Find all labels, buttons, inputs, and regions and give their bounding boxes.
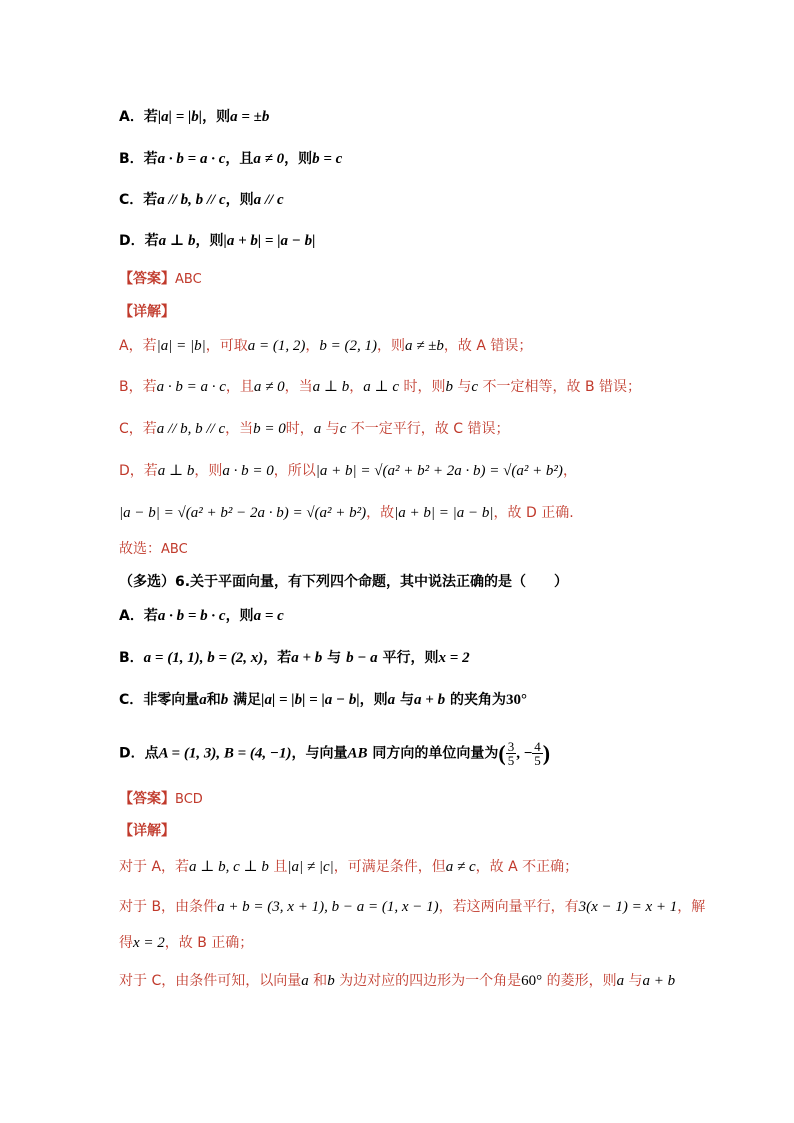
q5-explanation-a: A，若|a| = |b|，可取a = (1, 2)，b = (2, 1)，则a ≠ ±b，故 A 错误； <box>119 338 533 354</box>
q5-explanation-b: B，若a · b = a · c，且a ≠ 0，当a ⊥ b，a ⊥ c 时，则b 与c 不一定相等，故 B 错误； <box>119 379 642 395</box>
q6-explanation-b1: 对于 B，由条件a + b = (3, x + 1), b − a = (1, x − 1)，若这两向量平行，有3(x − 1) = x + 1，解 <box>119 899 706 915</box>
q5-explanation-d1: D，若a ⊥ b，则a · b = 0，所以|a + b| = √(a² + b² + 2a · b) = √(a² + b²)， <box>119 463 577 479</box>
q5-option-b: B．若a · b = a · c，且a ≠ 0，则b = c <box>119 151 343 167</box>
q5-detail-tag: 【详解】 <box>119 304 175 320</box>
q6-option-b: B．a = (1, 1), b = (2, x)，若a + b 与 b − a 平行，则x = 2 <box>119 650 470 666</box>
q6-option-d: D．点A = (1, 3), B = (4, −1)，与向量AB 同方向的单位向量为( $\frac{3}{5}$ , − $\frac{4}{5}$ ) <box>119 739 551 768</box>
q5-final-choice: 故选：ABC <box>119 541 188 557</box>
q6-detail-tag: 【详解】 <box>119 823 175 839</box>
q5-option-c: C．若a // b, b // c，则a // c <box>119 192 284 208</box>
q5-explanation-d2: |a − b| = √(a² + b² − 2a · b) = √(a² + b²)，故|a + b| = |a − b|，故 D 正确. <box>119 505 574 521</box>
q5-explanation-c: C，若a // b, b // c，当b = 0时，a 与c 不一定平行，故 C 错误； <box>119 421 510 437</box>
fraction-3-5: $\frac{3}{5}$ <box>507 739 515 768</box>
q6-answer: 【答案】BCD <box>119 791 203 807</box>
q6-explanation-c: 对于 C，由条件可知，以向量a 和b 为边对应的四边形为一个角是60° 的菱形，则a 与a + b <box>119 973 676 989</box>
fraction-4-5: $\frac{4}{5}$ <box>534 739 541 768</box>
q5-option-d: D．若a ⊥ b，则|a + b| = |a − b| <box>119 233 316 249</box>
q6-option-a: A．若a · b = b · c，则a = c <box>119 608 284 624</box>
q6-option-c: C．非零向量a和b 满足|a| = |b| = |a − b|，则a 与a + b 的夹角为30° <box>119 692 527 708</box>
q5-answer: 【答案】ABC <box>119 271 202 287</box>
q6-title: （多选）6.关于平面向量，有下列四个命题，其中说法正确的是（ ） <box>119 574 569 590</box>
q6-explanation-a: 对于 A，若a ⊥ b, c ⊥ b 且|a| ≠ |c|，可满足条件，但a ≠ c，故 A 不正确； <box>119 859 579 875</box>
q5-option-a: A．若|a| = |b|，则a = ±b <box>119 109 270 125</box>
q6-explanation-b2: 得x = 2，故 B 正确； <box>119 935 254 951</box>
